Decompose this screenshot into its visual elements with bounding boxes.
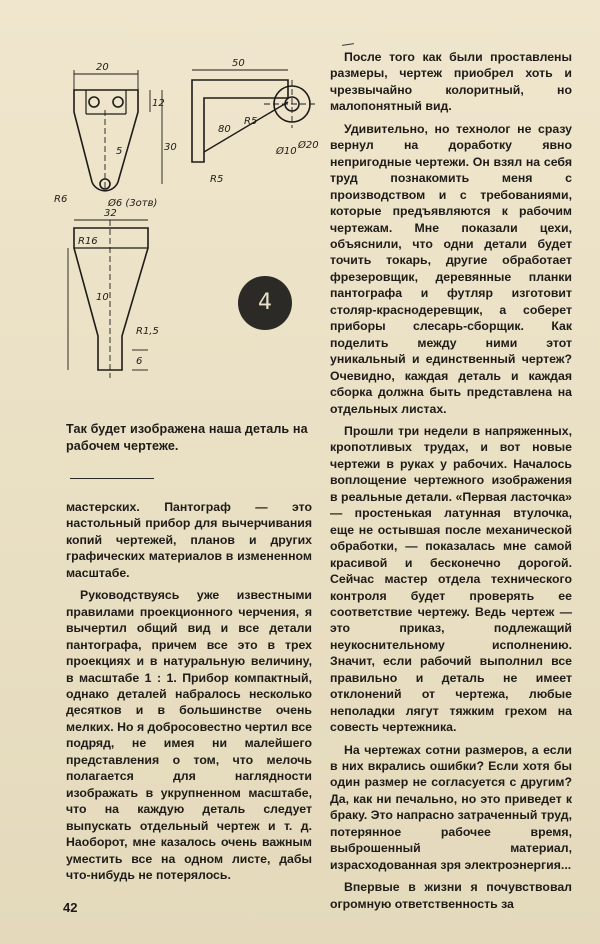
- side-view-outline: [192, 80, 288, 162]
- dim-20: 20: [96, 62, 109, 73]
- dim-10: 10: [96, 292, 109, 303]
- front-view-outline: [74, 90, 138, 191]
- radius-r5: R5: [244, 116, 258, 127]
- dim-50: 50: [232, 58, 245, 69]
- plan-view-outline: [74, 228, 148, 370]
- radius-r15: R1,5: [136, 326, 159, 337]
- right-paragraph-3: Прошли три недели в напряженных, кропотливых трудах, и вот новые чертежи в руках у рабочих. Началось воплощение чертежного изображения в реальные детали. «Первая ласточка» — простенькая латунная втулочка, еще не остывшая после механической обработки, — показалась мне самой красивой и бесконечно дорогой. Сейчас мастер отдела технического контроля будет проверять ее соответствие чертежу. Ведь чертеж — это приказ, подлежащий неукоснительному исполнению. Значит, если рабочий выполнил все правильно и деталь не имеет отклонений от чертежа, любые неполадки лягут тяжким грехом на совесть чертежника.: [330, 423, 572, 735]
- radius-r6: R6: [54, 194, 68, 205]
- figure-number-badge: 4: [238, 276, 292, 330]
- technical-drawing: [52, 50, 322, 400]
- left-column: [66, 499, 312, 889]
- radius-r16: R16: [78, 236, 98, 247]
- hole-phi20: Ø20: [298, 140, 319, 151]
- right-paragraph-2: Удивительно, но технолог не сразу вернул на доработку явно непригодные чертежи. Он взял на себя труд познакомить меня с производством и с требованиями, которые предъявляются к рабочим чертежам. Мне показали цехи, объяснили, что одни детали будет точить токарь, другие обработает фрезеровщик, деревянные планки пантографа и футляр изготовит столяр-краснодеревщик, а соберет приборы слесарь-сборщик. Как поделить между ними этот уникальный и единственный чертеж? Очевидно, каждая деталь и каждая сборка должна быть представлена на отдельных листах.: [330, 121, 572, 416]
- page-number: 42: [63, 900, 78, 915]
- dim-6: 6: [136, 356, 143, 367]
- right-paragraph-4: На чертежах сотни размеров, а если в них вкрались ошибки? Если хотя бы один размер не согласуется с другим? Да, как ни печально, но это приведет к браку. Это напрасно затраченный труд, потерянное рабочее время, выброшенный материал, израсходованная зря электроэнергия...: [330, 742, 572, 872]
- dim-5: 5: [116, 146, 123, 157]
- dim-12: 12: [152, 98, 165, 109]
- drawing-svg: [52, 50, 322, 400]
- separator-rule: [70, 478, 154, 479]
- dim-30: 30: [164, 142, 177, 153]
- hole-phi6: Ø6 (3отв): [108, 198, 158, 209]
- left-paragraph-1: мастерских. Пантограф — это настольный прибор для вычерчивания копий чертежей, планов и других графических материалов в измененном масштабе.: [66, 500, 312, 580]
- hole-phi10: Ø10: [276, 146, 297, 157]
- dim-80: 80: [218, 124, 231, 135]
- right-paragraph-1: После того как были проставлены размеры, чертеж приобрел хоть и чрезвычайно колоритный, но малопонятный вид.: [330, 50, 572, 114]
- top-mark: [342, 43, 354, 46]
- right-column: [330, 49, 572, 918]
- hole-left: [89, 97, 99, 107]
- left-paragraph-2: Руководствуясь уже известными правилами проекционного черчения, я вычертил общий вид и все детали пантографа, причем все это в трех проекциях и в натуральную величину, в масштабе 1 : 1. Прибор компактный, однако деталей набралось несколько десятков и в большинстве очень мелких. Но я добросовестно чертил все подряд, не имея ни малейшего представления о том, что мелочь полагается для наглядности изображать в укрупненном масштабе, что на каждую деталь следует выпускать отдельный чертеж и т. д. Наоборот, мне казалось очень важным уместить все на одном листе, дабы что-нибудь не потерялось.: [66, 588, 313, 882]
- hole-right: [113, 97, 123, 107]
- right-paragraph-5: Впервые в жизни я почувствовал огромную ответственность за: [330, 880, 572, 911]
- dim-32: 32: [104, 208, 117, 219]
- figure-caption: Так будет изображена наша деталь на рабочем чертеже.: [66, 422, 308, 453]
- radius-r5b: R5: [210, 174, 224, 185]
